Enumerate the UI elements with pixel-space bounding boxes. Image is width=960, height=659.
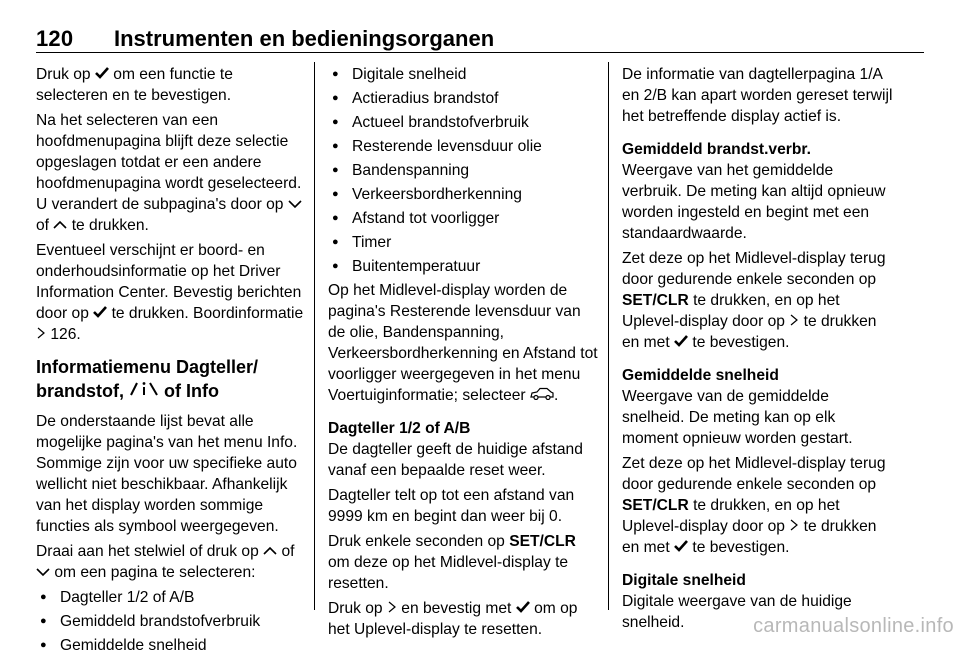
paragraph: Na het selecteren van een hoofdmenupagina blijft deze selectie opgeslagen totdat er een andere hoofdmenupagina wordt geselecteerd. U verandert de subpagina's door op of te drukken.	[36, 112, 302, 234]
subsection-heading: Gemiddelde snelheid	[622, 367, 779, 384]
button-label-set-clr: SET/CLR	[509, 533, 576, 550]
paragraph: Druk op om een functie te selecteren en te bevestigen.	[36, 66, 233, 104]
chapter-title: Instrumenten en bedieningsorganen	[114, 26, 495, 51]
car-icon	[530, 387, 554, 400]
column-2	[328, 64, 600, 644]
list-item: ● Actieradius brandstof	[328, 88, 600, 109]
chevron-right-icon	[789, 314, 799, 326]
chevron-up-icon	[263, 546, 277, 556]
column-divider-1	[314, 62, 315, 610]
button-label-set-clr: SET/CLR	[622, 292, 689, 309]
chevron-down-icon	[36, 567, 50, 577]
paragraph: Draai aan het stelwiel of druk op of om een pagina te selecteren:	[36, 543, 295, 581]
list-item: ● Dagteller 1/2 of A/B	[36, 587, 308, 608]
page-reference-icon	[36, 327, 46, 339]
column-3	[622, 64, 894, 637]
page-number: 120	[36, 26, 74, 51]
subsection-heading: Dagteller 1/2 of A/B	[328, 420, 471, 437]
subsection-heading: Gemiddeld brandst.verbr.	[622, 141, 811, 158]
column-divider-2	[608, 62, 609, 610]
paragraph: Op het Midlevel-display worden de pagina's Resterende levensduur van de olie, Bandenspanning, Verkeersbordherkenning en Afstand tot voorligger weergegeven in het menu Voertuiginformatie; selecteer .	[328, 282, 598, 404]
checkmark-icon	[516, 601, 530, 613]
checkmark-icon	[674, 540, 688, 552]
list-item: ● Timer	[328, 232, 600, 253]
section-heading: Informatiemenu Dagteller/ brandstof, of Info	[36, 357, 259, 401]
paragraph: Weergave van de gemiddelde snelheid. De meting kan op elk moment opnieuw worden gestart.	[622, 388, 853, 447]
paragraph: Zet deze op het Midlevel-display terug door gedurende enkele seconden op SET/CLR te drukken, en op het Uplevel-display door op te drukken en met te bevestigen.	[622, 455, 886, 556]
list-item: ● Verkeersbordherkenning	[328, 184, 600, 205]
column-1	[36, 64, 308, 659]
list-item: ● Digitale snelheid	[328, 64, 600, 85]
watermark: carmanualsonline.info	[753, 615, 954, 637]
chevron-right-icon	[789, 519, 799, 531]
list-item: ● Actueel brandstofverbruik	[328, 112, 600, 133]
paragraph: Druk op en bevestig met om op het Uplevel-display te resetten.	[328, 600, 578, 638]
checkmark-icon	[95, 67, 109, 79]
header-rule	[36, 52, 924, 53]
trip-fuel-icon	[129, 381, 159, 397]
subsection-heading: Digitale snelheid	[622, 572, 746, 589]
paragraph: Eventueel verschijnt er boord- en onderhoudsinformatie op het Driver Information Center. Bevestig berichten door op te drukken. Boordinformatie 126.	[36, 242, 304, 343]
checkmark-icon	[93, 306, 107, 318]
list-item: ● Bandenspanning	[328, 160, 600, 181]
button-label-set-clr: SET/CLR	[622, 497, 689, 514]
paragraph: Weergave van het gemiddelde verbruik. De meting kan altijd opnieuw worden ingesteld en begint met een standaardwaarde.	[622, 162, 886, 242]
paragraph: De dagteller geeft de huidige afstand vanaf een bepaalde reset weer.	[328, 441, 583, 479]
chevron-right-icon	[387, 601, 397, 613]
paragraph: Druk enkele seconden op SET/CLR om deze op het Midlevel-display te resetten.	[328, 533, 576, 592]
list-item: ● Resterende levensduur olie	[328, 136, 600, 157]
paragraph: De informatie van dagtellerpagina 1/A en 2/B kan apart worden gereset terwijl het betreffende display actief is.	[622, 66, 893, 125]
list-item: ● Buitentemperatuur	[328, 256, 600, 277]
paragraph: Zet deze op het Midlevel-display terug door gedurende enkele seconden op SET/CLR te drukken, en op het Uplevel-display door op te drukken en met te bevestigen.	[622, 250, 886, 351]
chevron-up-icon	[53, 220, 67, 230]
info-page-list	[36, 587, 308, 656]
page-reference[interactable]: 126.	[50, 326, 81, 343]
paragraph: De onderstaande lijst bevat alle mogelijke pagina's van het menu Info. Sommige zijn voor uw specifieke auto wellicht niet beschikbaar. Afhankelijk van het display worden sommige functies als symbool weergegeven.	[36, 413, 298, 535]
chevron-down-icon	[288, 199, 302, 209]
info-page-list	[328, 64, 600, 277]
list-item: ● Gemiddeld brandstofverbruik	[36, 611, 308, 632]
list-item: ● Gemiddelde snelheid	[36, 635, 308, 656]
checkmark-icon	[674, 335, 688, 347]
paragraph: Digitale weergave van de huidige snelheid.	[622, 593, 852, 631]
list-item: ● Afstand tot voorligger	[328, 208, 600, 229]
paragraph: Dagteller telt op tot een afstand van 9999 km en begint dan weer bij 0.	[328, 487, 575, 525]
